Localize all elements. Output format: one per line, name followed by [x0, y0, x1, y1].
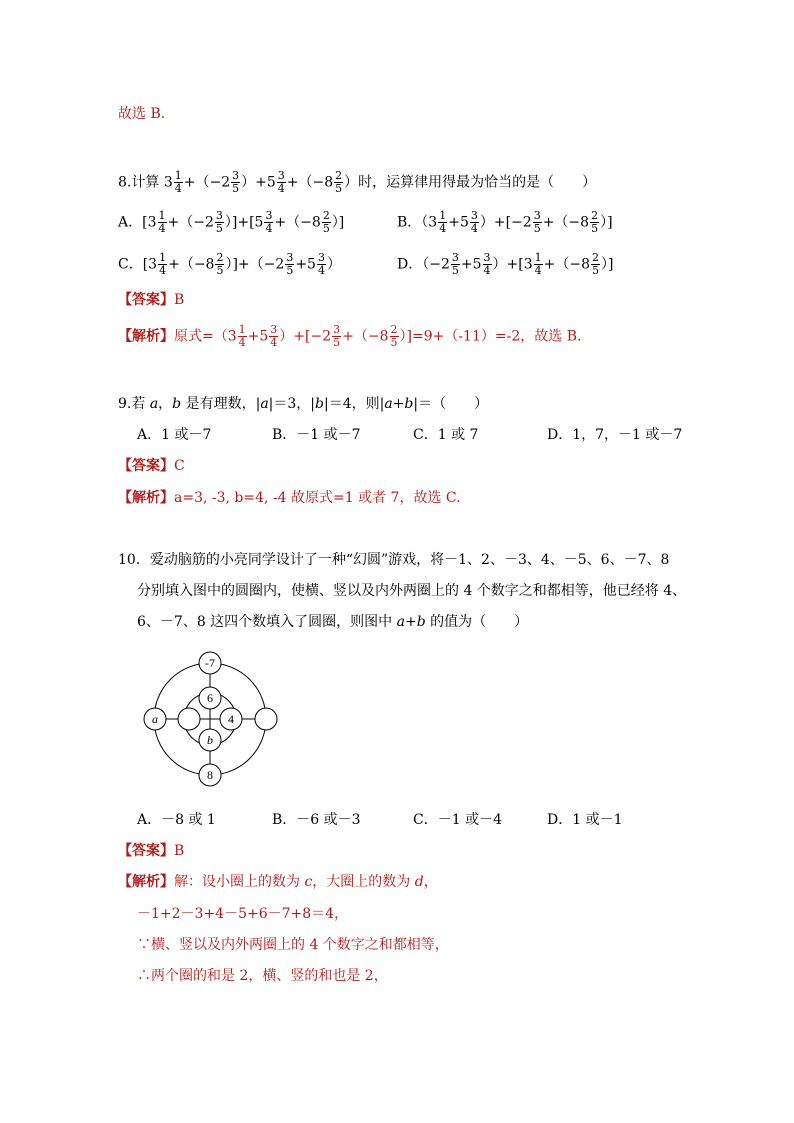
q8-option-d[interactable]: D．（−2 $\frac{3}{5}$ +5 $\frac{3}{4}$ ）+[3 $\frac{1}{4}$ +（−8 $\frac{2}{5}$ ）]: [397, 251, 614, 277]
q10-analysis-line2: －1+2－3+4－5+6－7+8＝4，: [137, 906, 349, 922]
q10-option-d[interactable]: D．1 或－1: [547, 812, 623, 828]
q8-stem: 8.计算 3 $\frac{1}{4}$ +（−2 $\frac{3}{5}$ ）+5 $\frac{3}{4}$ +（−8 $\frac{2}{5}$ ）时，运算律用得最为恰当的是（ ）: [118, 169, 597, 195]
node-inner-top-label: 6: [207, 691, 213, 705]
q9-option-d[interactable]: D．1，7，－1 或－7: [547, 427, 683, 443]
q10-analysis-line4: ∴两个圈的和是 2，横、竖的和也是 2，: [137, 968, 388, 984]
q10-analysis-line3: ∵横、竖以及内外两圈上的 4 个数字之和都相等，: [137, 937, 449, 953]
q8-analysis: 【解析】原式=（3 $\frac{1}{4}$ +5 $\frac{3}{4}$ ）+[−2 $\frac{3}{5}$ +（−8 $\frac{2}{5}$ ）]=9+（-11）=-2，故选 B.: [118, 323, 582, 349]
node-bottom-label: 8: [207, 768, 213, 782]
q10-stem-line1: 10．爱动脑筋的小亮同学设计了一种“幻圆”游戏，将－1、2、－3、4、－5、6、－7、8: [118, 552, 670, 568]
q10-option-c[interactable]: C．－1 或－4: [413, 812, 502, 828]
q8-option-b[interactable]: B．（3 $\frac{1}{4}$ +5 $\frac{3}{4}$ ）+[−2 $\frac{3}{5}$ +（−8 $\frac{2}{5}$ ）]: [397, 209, 613, 235]
q9-option-c[interactable]: C．1 或 7: [413, 427, 479, 443]
q9-answer: 【答案】C: [118, 458, 185, 474]
q9-option-b[interactable]: B．－1 或－7: [272, 427, 361, 443]
q8-option-c[interactable]: C．[3 $\frac{1}{4}$ +（−8 $\frac{2}{5}$ ）]+（−2 $\frac{3}{5}$ +5 $\frac{3}{4}$ ）: [118, 251, 341, 277]
q10-answer: 【答案】B: [118, 843, 185, 859]
node-top-label: -7: [205, 656, 215, 670]
node-right-outer: [255, 708, 277, 730]
magic-circle-figure: [130, 645, 300, 795]
q10-stem-line2: 分别填入图中的圆圈内，使横、竖以及内外两圈上的 4 个数字之和都相等，他已经将 4、: [137, 583, 687, 599]
q9-stem: 9.若 a，b 是有理数，|a|＝3，|b|＝4，则|a+b|＝（ ）: [118, 396, 489, 412]
q9-option-a[interactable]: A．1 或－7: [137, 427, 212, 443]
node-left-outer-label: a: [152, 712, 158, 726]
q8-option-a[interactable]: A．[3 $\frac{1}{4}$ +（−2 $\frac{3}{5}$ ）]+[5 $\frac{3}{4}$ +（−8 $\frac{2}{5}$ ）]: [118, 209, 345, 235]
q10-option-a[interactable]: A．－8 或 1: [137, 812, 216, 828]
node-inner-bottom-label: b: [207, 733, 213, 747]
q8-answer: 【答案】B: [118, 292, 185, 308]
q10-analysis-line1: 【解析】解：设小圈上的数为 c，大圈上的数为 d，: [118, 874, 438, 890]
prev-conclusion: 故选 B．: [118, 106, 175, 122]
node-right-inner-label: 4: [228, 712, 234, 726]
q10-option-b[interactable]: B．－6 或－3: [272, 812, 361, 828]
node-left-inner: [178, 708, 200, 730]
q9-analysis: 【解析】a=3, -3, b=4, -4 故原式=1 或者 7，故选 C.: [118, 490, 461, 506]
q10-stem-line3: 6、－7、8 这四个数填入了圆圈，则图中 a+b 的值为（ ）: [137, 614, 529, 630]
